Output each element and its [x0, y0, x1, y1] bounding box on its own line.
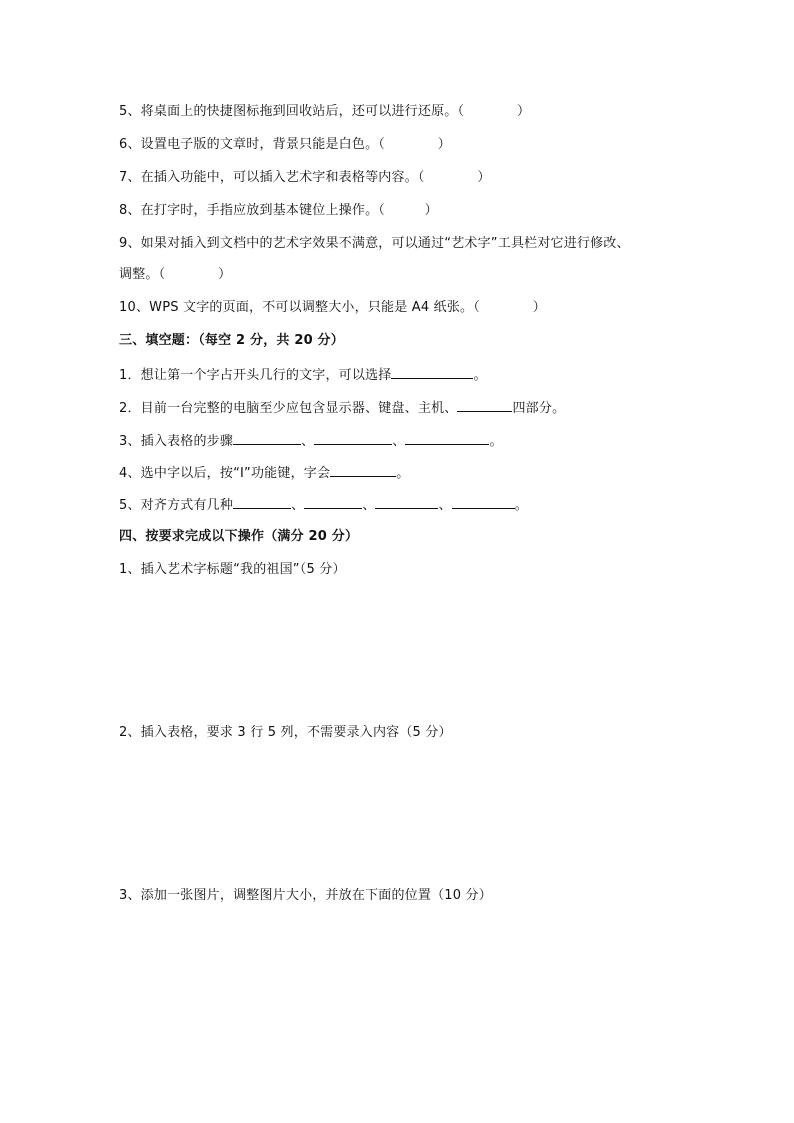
answer-blank — [457, 398, 512, 412]
answer-blank — [405, 431, 489, 445]
separator: 、 — [301, 434, 315, 449]
fill-question-2-text: 2．目前一台完整的电脑至少应包含显示器、键盘、主机、 — [119, 401, 458, 416]
judge-item-9: 9、如果对插入到文档中的艺术字效果不满意，可以通过“艺术字”工具栏对它进行修改、 — [119, 236, 630, 251]
answer-blank — [314, 431, 392, 445]
judge-item-8: 8、在打字时，手指应放到基本键位上操作。（ ） — [119, 203, 438, 218]
fill-question-3-text: 3、插入表格的步骤 — [119, 434, 234, 449]
answer-blank — [452, 495, 515, 509]
fill-question-4-end: 。 — [396, 466, 410, 481]
fill-question-5-end: 。 — [514, 498, 528, 513]
separator: 、 — [438, 498, 452, 513]
judge-item-6: 6、设置电子版的文章时，背景只能是白色。（ ） — [119, 137, 451, 152]
fill-question-3-end: 。 — [489, 434, 503, 449]
section-4-title: 四、按要求完成以下操作（满分 20 分） — [119, 529, 359, 544]
fill-question-1-text: 1．想让第一个字占开头几行的文字，可以选择 — [119, 368, 392, 383]
fill-question-3 — [119, 431, 503, 451]
answer-blank — [330, 463, 396, 477]
fill-question-1-end: 。 — [473, 368, 487, 383]
fill-question-1 — [119, 365, 487, 385]
answer-blank — [391, 365, 473, 379]
judge-item-9-continued: 调整。（ ） — [119, 267, 232, 282]
fill-question-4-text: 4、选中字以后，按“I”功能键，字会 — [119, 466, 331, 481]
answer-blank — [233, 431, 301, 445]
section-3-title: 三、填空题：（每空 2 分，共 20 分） — [119, 333, 344, 348]
answer-blank — [304, 495, 362, 509]
separator: 、 — [291, 498, 305, 513]
operation-task-3: 3、添加一张图片，调整图片大小，并放在下面的位置（10 分） — [119, 888, 492, 903]
operation-task-1: 1、插入艺术字标题“我的祖国”（5 分） — [119, 562, 346, 577]
separator: 、 — [392, 434, 406, 449]
fill-question-5 — [119, 495, 528, 515]
fill-question-2 — [119, 398, 565, 418]
judge-item-10: 10、WPS 文字的页面，不可以调整大小，只能是 A4 纸张。（ ） — [119, 300, 546, 315]
operation-task-2: 2、插入表格，要求 3 行 5 列，不需要录入内容（5 分） — [119, 725, 452, 740]
answer-blank — [375, 495, 438, 509]
fill-question-4 — [119, 463, 409, 483]
separator: 、 — [362, 498, 376, 513]
judge-item-5: 5、将桌面上的快捷图标拖到回收站后，还可以进行还原。（ ） — [119, 104, 531, 119]
fill-question-2-end: 四部分。 — [512, 401, 566, 416]
fill-question-5-text: 5、对齐方式有几种 — [119, 498, 234, 513]
answer-blank — [233, 495, 291, 509]
judge-item-7: 7、在插入功能中，可以插入艺术字和表格等内容。（ ） — [119, 170, 491, 185]
